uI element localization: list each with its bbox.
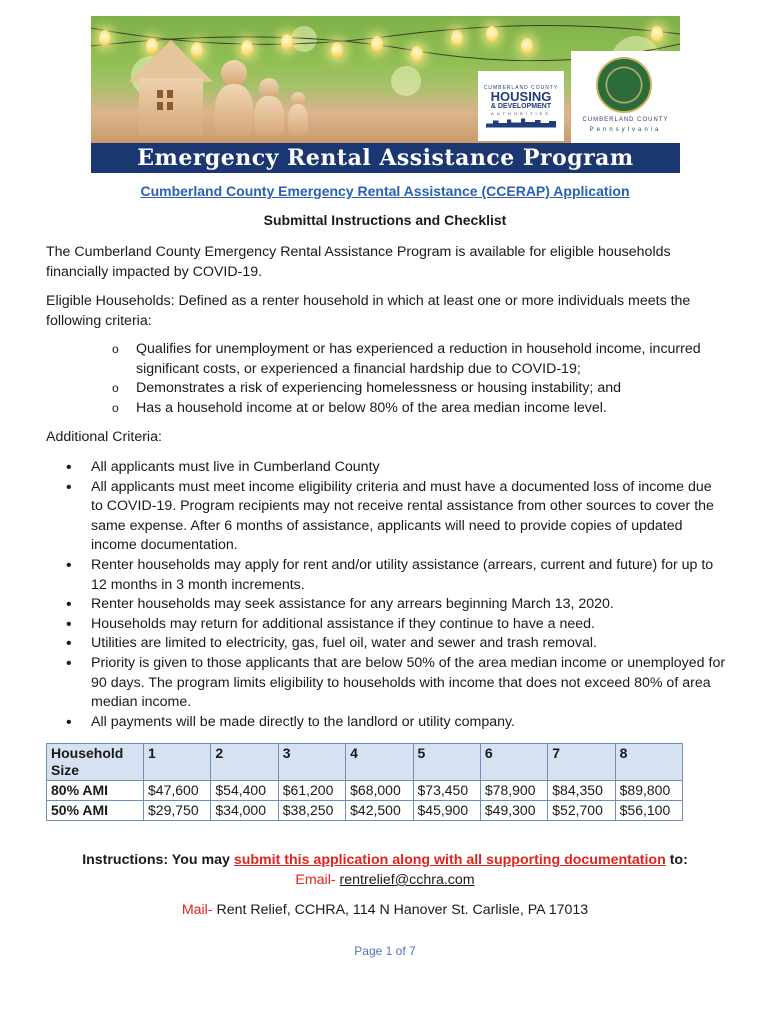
table-row-header: 80% AMI [47, 781, 144, 801]
table-cell: $84,350 [548, 781, 615, 801]
list-item: • Utilities are limited to electricity, gas, fuel oil, water and sewer and trash removal. [66, 634, 726, 654]
intro-paragraph: The Cumberland County Emergency Rental Assistance Program is available for eligible households financially impacted by COVID-19. [46, 244, 671, 280]
eligibility-paragraph: Eligible Households: Defined as a renter household in which at least one or more individuals meets the following criteria: [46, 293, 691, 329]
table-cell: $49,300 [480, 801, 547, 821]
table-header-cell: 1 [144, 744, 211, 781]
table-cell: $68,000 [346, 781, 413, 801]
email-label: Email- [295, 872, 336, 888]
table-header-cell: 4 [346, 744, 413, 781]
email-line [0, 872, 770, 888]
table-cell: $38,250 [278, 801, 345, 821]
checklist-subtitle: Submittal Instructions and Checklist [263, 212, 507, 228]
table-header-cell: Household Size [47, 744, 144, 781]
seal-text: Pennsylvania [589, 127, 662, 133]
list-item: • Priority is given to those applicants that are below 50% of the area median income or unemployed for 90 days. The program limits eligibility to households with income that does not exceed 80% of area median income. [66, 654, 726, 713]
mail-label: Mail- [181, 902, 213, 918]
application-title-link[interactable]: Cumberland County Emergency Rental Assistance (CCERAP) Application [140, 183, 630, 199]
skyline-icon [486, 118, 556, 128]
table-row [47, 781, 683, 801]
list-item: o Has a household income at or below 80% of the area median income level. [110, 399, 720, 419]
mail-line [0, 902, 770, 918]
instructions-suffix: to: [665, 852, 688, 868]
table-cell: $29,750 [144, 801, 211, 821]
additional-criteria-heading: Additional Criteria: [46, 429, 162, 445]
mail-address: Rent Relief, CCHRA, 114 N Hanover St. Carlisle, PA 17013 [216, 902, 589, 918]
list-item: o Demonstrates a risk of experiencing homelessness or housing instability; and [110, 379, 720, 399]
light-bulb-icon [451, 30, 463, 46]
logo-text: AUTHORITIES [491, 110, 551, 116]
light-bulb-icon [521, 38, 533, 54]
banner-title: Emergency Rental Assistance Program [137, 145, 634, 171]
income-limits-table [46, 743, 683, 821]
table-cell: $42,500 [346, 801, 413, 821]
email-link[interactable]: rentrelief@cchra.com [339, 872, 475, 888]
county-seal-icon [596, 57, 652, 113]
banner-photo [91, 16, 680, 143]
seal-text: CUMBERLAND COUNTY [582, 117, 669, 123]
page-number: Page 1 of 7 [354, 944, 416, 958]
eligibility-criteria-list [110, 340, 720, 418]
wooden-figure-icon [221, 60, 247, 86]
light-bulb-icon [99, 30, 111, 46]
list-item: • All payments will be made directly to the landlord or utility company. [66, 713, 726, 733]
table-header-cell: 8 [615, 744, 682, 781]
table-cell: $56,100 [615, 801, 682, 821]
table-cell: $54,400 [211, 781, 278, 801]
light-bulb-icon [331, 42, 343, 58]
instructions-prefix: Instructions: You may [82, 852, 234, 868]
table-header-cell: 5 [413, 744, 480, 781]
table-cell: $45,900 [413, 801, 480, 821]
wooden-house-icon [129, 40, 213, 82]
table-row [47, 801, 683, 821]
table-cell: $61,200 [278, 781, 345, 801]
table-cell: $73,450 [413, 781, 480, 801]
instructions-highlight: submit this application along with all supporting documentation [233, 852, 666, 868]
table-cell: $34,000 [211, 801, 278, 821]
table-cell: $78,900 [480, 781, 547, 801]
light-bulb-icon [241, 40, 253, 56]
table-header-cell: 3 [278, 744, 345, 781]
table-cell: $89,800 [615, 781, 682, 801]
list-item: • Households may return for additional assistance if they continue to have a need. [66, 615, 726, 635]
wooden-figure-body [288, 104, 308, 136]
list-item: • Renter households may seek assistance for any arrears beginning March 13, 2020. [66, 595, 726, 615]
additional-criteria-list [66, 458, 726, 732]
table-header-cell: 2 [211, 744, 278, 781]
wooden-figure-body [254, 96, 284, 136]
wooden-figure-icon [259, 78, 279, 98]
logo-text: HOUSING [490, 88, 552, 104]
wooden-house-body [139, 78, 203, 136]
county-seal-logo [571, 51, 680, 143]
submission-instructions [0, 852, 770, 868]
table-cell: $52,700 [548, 801, 615, 821]
table-row-header: 50% AMI [47, 801, 144, 821]
table-cell: $47,600 [144, 781, 211, 801]
list-item: o Qualifies for unemployment or has experienced a reduction in household income, incurred significant costs, or experienced a financial hardship due to COVID-19; [110, 340, 720, 379]
housing-authority-logo [478, 71, 564, 141]
light-bulb-icon [411, 46, 423, 62]
table-header-cell: 6 [480, 744, 547, 781]
list-item: • All applicants must live in Cumberland County [66, 458, 726, 478]
wooden-figure-body [215, 84, 253, 136]
light-bulb-icon [281, 34, 293, 50]
table-header-cell: 7 [548, 744, 615, 781]
program-banner [91, 16, 680, 173]
logo-text: & DEVELOPMENT [490, 102, 552, 110]
light-bulb-icon [486, 26, 498, 42]
light-bulb-icon [371, 36, 383, 52]
list-item: • All applicants must meet income eligibility criteria and must have a documented loss of income due to COVID-19. Program recipients may not receive rental assistance from other sources to cover the same expense. After 6 months of assistance, applicants will need to provide copies of updated income documentation. [66, 478, 726, 556]
list-item: • Renter households may apply for rent and/or utility assistance (arrears, current and future) for up to 12 months in 3 month increments. [66, 556, 726, 595]
light-bulb-icon [651, 26, 663, 42]
table-header-row [47, 744, 683, 781]
logo-text: CUMBERLAND COUNTY [483, 84, 559, 91]
banner-title-bar [91, 143, 680, 173]
